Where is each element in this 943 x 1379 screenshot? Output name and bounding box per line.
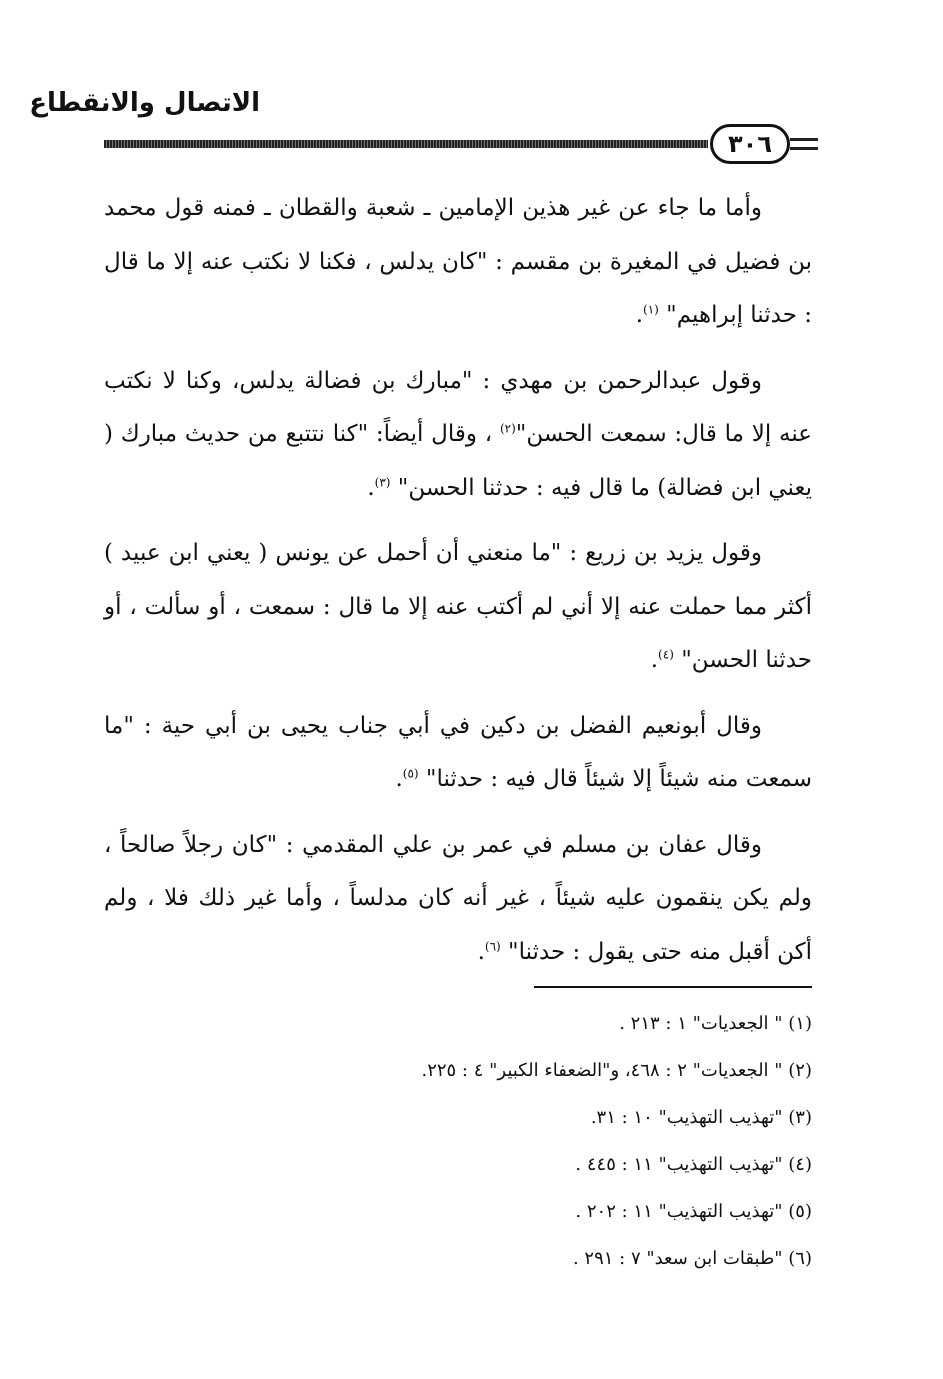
header-rule-ornament [790, 138, 818, 150]
footnote-reference: (٣) [374, 474, 391, 489]
paragraph-text: وقول يزيد بن زريع : "ما منعني أن أحمل عن يونس ( يعني ابن عبيد ) أكثر مما حملت عنه إلا أني لم أكتب عنه إلا ما قال : سمعت ، أو سألت ، أو حدثنا الحسن" [104, 540, 812, 673]
footnote-separator [534, 986, 812, 988]
paragraph-end: . [477, 938, 485, 965]
footnote: (٣) "تهذيب التهذيب" ١٠ : ٣١. [590, 1107, 812, 1128]
footnote: (٥) "تهذيب التهذيب" ١١ : ٢٠٢ . [575, 1201, 812, 1222]
footnote-reference: (٦) [484, 938, 501, 953]
paragraph-end: . [367, 474, 375, 501]
footnote-reference: (٥) [402, 766, 419, 781]
main-text [104, 182, 812, 991]
paragraph-text: وأما ما جاء عن غير هذين الإمامين ـ شعبة والقطان ـ فمنه قول محمد بن فضيل في المغيرة بن مقسم : "كان يدلس ، فكنا لا نكتب عنه إلا ما قال : حدثنا إبراهيم" [104, 195, 812, 328]
running-header-title: الاتصال والانقطاع [29, 88, 260, 118]
paragraph [104, 819, 812, 980]
header-rule [104, 140, 708, 148]
page-number: ٣٠٦ [710, 124, 790, 164]
footnote: (٤) "تهذيب التهذيب" ١١ : ٤٤٥ . [575, 1154, 812, 1175]
footnote: (١) " الجعديات" ١ : ٢١٣ . [619, 1013, 812, 1034]
paragraph-text: وقال عفان بن مسلم في عمر بن علي المقدمي : "كان رجلاً صالحاً ، ولم يكن ينقمون عليه شيئاً ، غير أنه كان مدلساً ، وأما غير ذلك فلا ، ولم أكن أقبل منه حتى يقول : حدثنا" [104, 831, 812, 965]
footnote: (٢) " الجعديات" ٢ : ٤٦٨، و"الضعفاء الكبير" ٤ : ٢٢٥. [421, 1060, 812, 1081]
paragraph [104, 527, 812, 688]
paragraph [104, 182, 812, 343]
paragraph-text: وقال أبونعيم الفضل بن دكين في أبي جناب يحيى بن أبي حية : "ما سمعت منه شيئاً إلا شيئاً قال فيه : حدثنا" [104, 712, 812, 792]
footnote-reference: (٢) [499, 421, 516, 436]
paragraph-end: . [635, 302, 644, 328]
footnotes [300, 1000, 812, 1282]
paragraph [104, 700, 812, 807]
paragraph [104, 355, 812, 516]
paragraph-end: . [395, 766, 403, 792]
footnote-reference: (٤) [658, 647, 674, 662]
paragraph-text: وقول عبدالرحمن بن مهدي : "مبارك بن فضالة يدلس، وكنا لا نكتب عنه إلا ما قال: سمعت الحسن" [104, 367, 813, 447]
paragraph-text: ، وقال أيضاً: "كنا نتتبع من حديث مبارك ( يعني ابن فضالة) ما قال فيه : حدثنا الحسن" [104, 421, 812, 501]
footnote: (٦) "طبقات ابن سعد" ٧ : ٢٩١ . [572, 1248, 812, 1269]
footnote-reference: (١) [643, 302, 659, 317]
paragraph-end: . [650, 647, 659, 673]
